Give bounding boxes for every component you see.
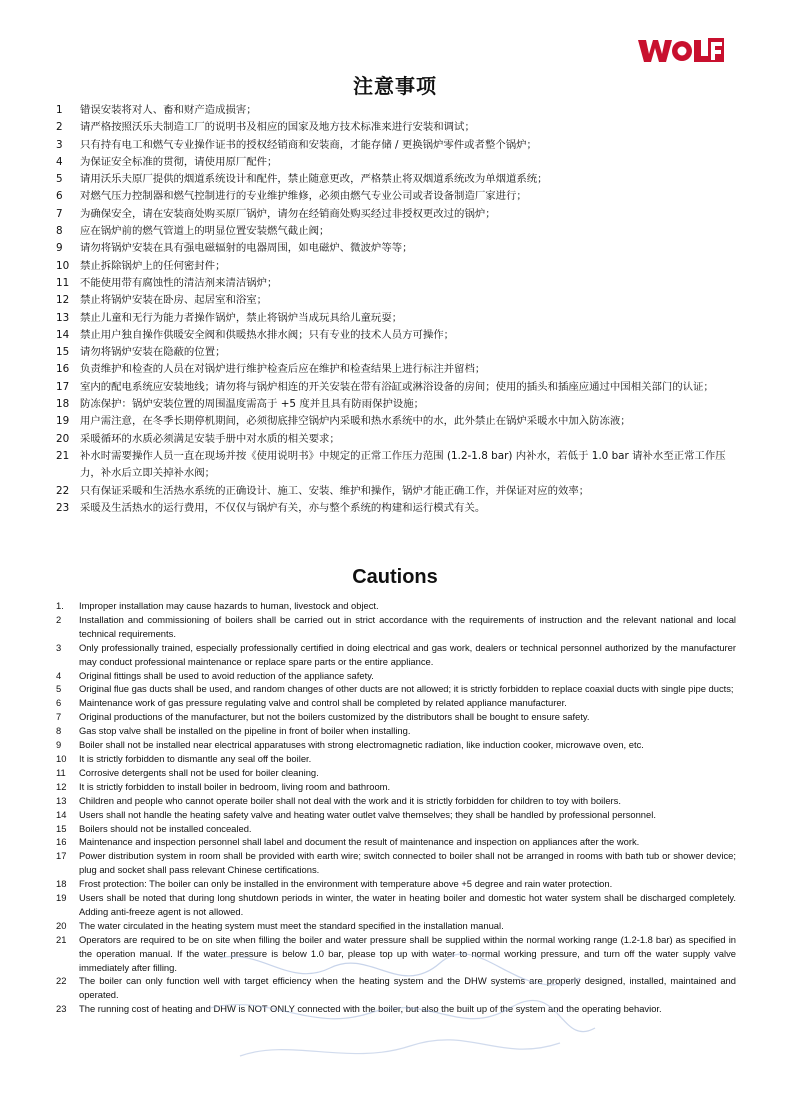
english-caution-item bbox=[56, 752, 736, 766]
english-caution-item bbox=[56, 696, 736, 710]
item-text: Installation and commissioning of boilers shall be carried out in strict accordance with the requirements of instruction and the relevant national and local technical requirements. bbox=[79, 613, 736, 639]
item-number: 1 bbox=[56, 104, 63, 116]
item-number: 21 bbox=[56, 449, 70, 462]
english-caution-item bbox=[56, 919, 736, 933]
item-text: 禁止用户独自操作供暖安全阀和供暖热水排水阀；只有专业的技术人员方可操作； bbox=[80, 328, 455, 341]
item-number: 17 bbox=[56, 380, 70, 393]
item-text: 请勿将锅炉安装在具有强电磁辐射的电器周围，如电磁炉、微波炉等等； bbox=[80, 242, 413, 255]
item-text: 不能使用带有腐蚀性的清洁剂来清洁锅炉； bbox=[80, 276, 278, 289]
item-text: 禁止拆除锅炉上的任何密封件； bbox=[80, 259, 226, 272]
item-number: 6 bbox=[56, 190, 63, 203]
item-text: Gas stop valve shall be installed on the pipeline in front of boiler when installing. bbox=[79, 725, 411, 737]
english-caution-item bbox=[56, 974, 736, 1002]
item-text: Only professionally trained, especially professionally certified in doing electrical and gas work, dealers or technical personnel authorized by the manufacturer may conduct professional maintenance or replace spare parts or the entire appliance. bbox=[79, 641, 736, 667]
chinese-caution-item bbox=[56, 483, 736, 500]
item-text: 请用沃乐夫原厂提供的烟道系统设计和配件，禁止随意更改，严格禁止将双烟道系统改为单烟道系统； bbox=[80, 173, 548, 186]
item-number: 15 bbox=[56, 346, 70, 359]
english-caution-item bbox=[56, 933, 736, 975]
item-number: 7 bbox=[56, 207, 63, 220]
item-text: 应在锅炉前的燃气管道上的明显位置安装燃气截止阀； bbox=[80, 225, 330, 238]
item-text: Users shall not handle the heating safety valve and heating water outlet valve themselves; they shall be handled by professional personnel. bbox=[79, 808, 656, 820]
english-caution-item bbox=[56, 613, 736, 641]
item-text: 用户需注意，在冬季长期停机期间，必须彻底排空锅炉内采暖和热水系统中的水，此外禁止在锅炉采暖水中加入防冻液； bbox=[80, 415, 631, 428]
chinese-caution-item bbox=[56, 413, 736, 430]
item-number: 19 bbox=[56, 415, 70, 428]
item-number: 3 bbox=[56, 641, 62, 653]
item-number: 3 bbox=[56, 138, 63, 151]
item-text: 为确保安全，请在安装商处购买原厂锅炉，请勿在经销商处购买经过非授权更改过的锅炉； bbox=[80, 207, 496, 220]
item-number: 19 bbox=[56, 892, 67, 904]
chinese-caution-item bbox=[56, 206, 736, 223]
item-number: 14 bbox=[56, 808, 67, 820]
chinese-caution-item bbox=[56, 344, 736, 361]
item-text: 防冻保护：锅炉安装位置的周围温度需高于 +5 度并且具有防雨保护设施； bbox=[80, 398, 425, 411]
item-number: 23 bbox=[56, 501, 70, 514]
item-text: Boiler shall not be installed near electrical apparatuses with strong electromagnetic radiation, like induction cooker, microwave oven, etc. bbox=[79, 739, 644, 751]
chinese-caution-item bbox=[56, 154, 736, 171]
english-caution-item bbox=[56, 669, 736, 683]
chinese-caution-item bbox=[56, 292, 736, 309]
item-number: 5 bbox=[56, 173, 63, 186]
wolf-logo bbox=[638, 36, 728, 66]
page-title-english: Cautions bbox=[352, 566, 438, 588]
chinese-caution-item bbox=[56, 500, 736, 517]
item-number: 18 bbox=[56, 878, 67, 890]
english-caution-item bbox=[56, 710, 736, 724]
item-text: Boilers should not be installed concealed. bbox=[79, 822, 252, 834]
chinese-caution-item bbox=[56, 431, 736, 448]
item-number: 10 bbox=[56, 752, 67, 764]
chinese-caution-item bbox=[56, 119, 736, 136]
item-text: The boiler can only function well with target efficiency when the heating system and the DHW systems are properly designed, installed, maintained and operated. bbox=[79, 975, 736, 1001]
item-number: 8 bbox=[56, 225, 63, 238]
item-number: 21 bbox=[56, 933, 67, 945]
english-caution-item bbox=[56, 891, 736, 919]
item-text: Operators are required to be on site when filling the boiler and water pressure shall be supplied within the normal working range (1.2-1.8 bar) as specified in the operation manual. If the water pressure is below 1.0 bar, please top up with water to normal working pressure, and turn off the water supply valve immediately after filling. bbox=[79, 933, 736, 973]
item-number: 4 bbox=[56, 669, 62, 681]
item-number: 20 bbox=[56, 919, 67, 931]
item-text: Maintenance work of gas pressure regulating valve and control shall be completed by related appliance manufacturer. bbox=[79, 697, 567, 709]
chinese-caution-item bbox=[56, 396, 736, 413]
item-number: 8 bbox=[56, 725, 62, 737]
item-text: 负责维护和检查的人员在对锅炉进行维护检查后应在维护和检查结果上进行标注并留档； bbox=[80, 363, 486, 376]
item-text: 对燃气压力控制器和燃气控制进行的专业维护维修，必须由燃气专业公司或者设备制造厂家进行； bbox=[80, 190, 527, 203]
chinese-caution-item bbox=[56, 327, 736, 344]
chinese-caution-item bbox=[56, 240, 736, 257]
wolf-logo-icon bbox=[638, 36, 728, 66]
item-number: 11 bbox=[56, 276, 70, 289]
item-number: 18 bbox=[56, 398, 70, 411]
english-caution-list bbox=[56, 599, 736, 1016]
chinese-caution-item bbox=[56, 379, 736, 396]
chinese-caution-list bbox=[56, 102, 736, 517]
item-number: 14 bbox=[56, 328, 70, 341]
item-text: Users shall be noted that during long shutdown periods in winter, the water in heating boiler and domestic hot water system shall be discharged completely. Adding anti-freeze agent is not allowed. bbox=[79, 892, 736, 917]
chinese-caution-item bbox=[56, 275, 736, 292]
item-text: 为保证安全标准的贯彻，请使用原厂配件； bbox=[80, 155, 278, 168]
english-caution-item bbox=[56, 822, 736, 836]
item-text: Original fittings shall be used to avoid reduction of the appliance safety. bbox=[79, 669, 374, 681]
english-caution-item bbox=[56, 738, 736, 752]
item-number: 2 bbox=[56, 121, 63, 134]
item-text: It is strictly forbidden to dismantle any seal off the boiler. bbox=[79, 752, 312, 764]
item-number: 17 bbox=[56, 850, 67, 862]
item-text: Power distribution system in room shall be provided with earth wire; switch connected to boiler shall not be arranged in rooms with bath tub or shower device; plug and socket shall pass relevant Chinese certifications. bbox=[79, 850, 736, 876]
item-number: 23 bbox=[56, 1003, 67, 1015]
item-text: 补水时需要操作人员一直在现场并按《使用说明书》中规定的正常工作压力范围 (1.2-1.8 bar) 内补水，若低于 1.0 bar 请补水至正常工作压力，补水后立即关掉补水阀； bbox=[80, 449, 726, 480]
chinese-caution-item bbox=[56, 137, 736, 154]
item-number: 12 bbox=[56, 780, 67, 792]
item-number: 22 bbox=[56, 484, 70, 497]
english-caution-item bbox=[56, 766, 736, 780]
item-number: 20 bbox=[56, 432, 70, 445]
item-number: 10 bbox=[56, 259, 70, 272]
english-caution-item bbox=[56, 724, 736, 738]
item-number: 13 bbox=[56, 311, 70, 324]
item-text: The water circulated in the heating system must meet the standard specified in the installation manual. bbox=[79, 919, 504, 931]
english-caution-item bbox=[56, 641, 736, 669]
item-number: 4 bbox=[56, 155, 63, 168]
item-text: 只有持有电工和燃气专业操作证书的授权经销商和安装商，才能存储 / 更换锅炉零件或者整个锅炉； bbox=[80, 138, 537, 151]
item-number: 9 bbox=[56, 242, 63, 255]
chinese-caution-item bbox=[56, 310, 736, 327]
english-caution-item bbox=[56, 682, 736, 696]
english-caution-item bbox=[56, 794, 736, 808]
item-number: 16 bbox=[56, 836, 67, 848]
item-number: 13 bbox=[56, 794, 67, 806]
item-number: 22 bbox=[56, 975, 67, 987]
page-title-chinese: 注意事项 bbox=[353, 74, 437, 98]
item-number: 6 bbox=[56, 697, 62, 709]
item-text: 室内的配电系统应安装地线；请勿将与锅炉相连的开关安装在带有浴缸或淋浴设备的房间；使用的插头和插座应通过中国相关部门的认证； bbox=[80, 380, 714, 393]
chinese-caution-item bbox=[56, 188, 736, 205]
item-number: 12 bbox=[56, 294, 70, 307]
item-text: 采暖及生活热水的运行费用，不仅仅与锅炉有关，亦与整个系统的构建和运行模式有关。 bbox=[80, 501, 486, 514]
item-text: 禁止儿童和无行为能力者操作锅炉，禁止将锅炉当成玩具给儿童玩耍； bbox=[80, 311, 403, 324]
item-text: Frost protection: The boiler can only be installed in the environment with temperature above +5 degree and rain water protection. bbox=[79, 878, 613, 890]
chinese-caution-item bbox=[56, 258, 736, 275]
english-caution-item bbox=[56, 835, 736, 849]
item-text: Maintenance and inspection personnel shall label and document the result of maintenance and inspection on appliances after the work. bbox=[79, 836, 640, 848]
item-text: 只有保证采暖和生活热水系统的正确设计、施工、安装、维护和操作，锅炉才能正确工作，并保证对应的效率； bbox=[80, 484, 590, 497]
item-text: 错误安装将对人、畜和财产造成损害； bbox=[80, 104, 257, 116]
item-text: 禁止将锅炉安装在卧房、起居室和浴室； bbox=[80, 294, 268, 307]
item-text: 采暖循环的水质必须满足安装手册中对水质的相关要求； bbox=[80, 432, 340, 445]
english-caution-item bbox=[56, 808, 736, 822]
item-text: Children and people who cannot operate boiler shall not deal with the work and it is strictly forbidden for children to toy with boilers. bbox=[79, 794, 621, 806]
item-text: Original flue gas ducts shall be used, and random changes of other ducts are not allowed; it is strictly forbidden to replace coaxial ducts with single pipe ducts; bbox=[79, 683, 734, 695]
chinese-caution-item bbox=[56, 102, 736, 119]
item-number: 2 bbox=[56, 613, 62, 625]
item-number: 9 bbox=[56, 739, 62, 751]
item-text: Corrosive detergents shall not be used for boiler cleaning. bbox=[79, 766, 319, 778]
item-number: 5 bbox=[56, 683, 62, 695]
item-number: 7 bbox=[56, 711, 62, 723]
english-caution-item bbox=[56, 1002, 736, 1016]
english-caution-item bbox=[56, 877, 736, 891]
item-number: 11 bbox=[56, 766, 66, 778]
chinese-caution-item bbox=[56, 223, 736, 240]
item-text: 请勿将锅炉安装在隐蔽的位置； bbox=[80, 346, 226, 359]
item-number: 1. bbox=[56, 600, 64, 611]
chinese-caution-item bbox=[56, 171, 736, 188]
english-caution-item bbox=[56, 599, 736, 613]
item-text: It is strictly forbidden to install boiler in bedroom, living room and bathroom. bbox=[79, 780, 391, 792]
chinese-caution-item bbox=[56, 448, 736, 483]
chinese-caution-item bbox=[56, 361, 736, 378]
english-caution-item bbox=[56, 780, 736, 794]
item-text: Original productions of the manufacturer, but not the boilers customized by the distributors shall be bought to ensure safety. bbox=[79, 711, 590, 723]
item-number: 15 bbox=[56, 822, 67, 834]
item-number: 16 bbox=[56, 363, 70, 376]
english-caution-item bbox=[56, 849, 736, 877]
item-text: The running cost of heating and DHW is NOT ONLY connected with the boiler, but also the built up of the system and the operating behavior. bbox=[79, 1003, 662, 1015]
item-text: Improper installation may cause hazards to human, livestock and object. bbox=[79, 600, 379, 611]
item-text: 请严格按照沃乐夫制造工厂的说明书及相应的国家及地方技术标准来进行安装和调试； bbox=[80, 121, 475, 134]
